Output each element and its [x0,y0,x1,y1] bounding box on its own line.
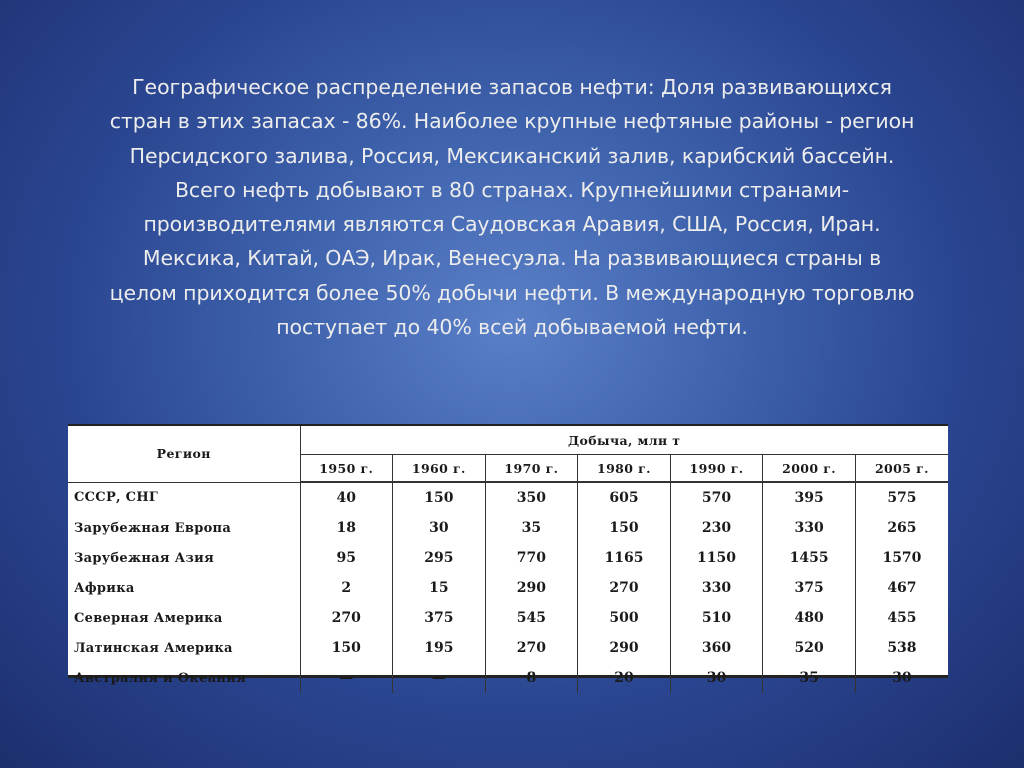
paragraph-line: стран в этих запасах - 86%. Наиболее крупные нефтяные районы - регион [109,109,915,134]
value-cell: 2 [300,573,393,603]
table-row [68,663,948,693]
paragraph-line: Всего нефть добывают в 80 странах. Крупнейшими странами- [174,177,850,202]
value-cell: 500 [578,603,671,633]
year-header: 1980 г. [578,455,671,483]
table-row [68,543,948,573]
oil-production-table [68,424,948,686]
year-header: 1970 г. [485,455,578,483]
region-cell: Северная Америка [74,610,223,626]
value-cell: 1150 [670,543,763,573]
value-cell: 20 [578,663,671,693]
paragraph-line: целом приходится более 50% добычи нефти. В международную торговлю [109,280,915,305]
value-cell: 575 [855,482,948,513]
value-cell: 35 [485,513,578,543]
value-cell: 455 [855,603,948,633]
production-column-header: Добыча, млн т [300,426,948,455]
table-row [68,573,948,603]
value-cell: 1455 [763,543,856,573]
value-cell: 290 [578,633,671,663]
table-row [68,633,948,663]
value-cell: 545 [485,603,578,633]
value-cell: 467 [855,573,948,603]
value-cell: — [393,663,486,693]
value-cell: 295 [393,543,486,573]
value-cell: 1165 [578,543,671,573]
region-cell: Австралия и Океания [74,670,247,686]
value-cell: 18 [300,513,393,543]
slide-paragraph [30,70,994,344]
year-header: 2005 г. [855,455,948,483]
value-cell: 375 [763,573,856,603]
value-cell: 265 [855,513,948,543]
paragraph-line: Географическое распределение запасов нефти: Доля развивающихся [132,75,892,99]
year-header: 2000 г. [763,455,856,483]
value-cell: 150 [300,633,393,663]
data-table [68,426,948,693]
table-body [68,482,948,693]
value-cell: 330 [670,573,763,603]
value-cell: 520 [763,633,856,663]
value-cell: 150 [578,513,671,543]
table-row [68,482,948,513]
paragraph-line: производителями являются Саудовская Аравия, США, Россия, Иран. [143,212,881,237]
year-header: 1950 г. [300,455,393,483]
region-cell: СССР, СНГ [74,490,159,506]
value-cell: 195 [393,633,486,663]
value-cell: — [300,663,393,693]
value-cell: 30 [855,663,948,693]
value-cell: 605 [578,482,671,513]
value-cell: 35 [763,663,856,693]
value-cell: 360 [670,633,763,663]
region-cell: Зарубежная Европа [74,520,232,536]
value-cell: 270 [485,633,578,663]
paragraph-line: Персидского залива, Россия, Мексиканский залив, карибский бассейн. [129,143,895,168]
value-cell: 230 [670,513,763,543]
region-cell: Африка [74,580,135,596]
value-cell: 350 [485,482,578,513]
value-cell: 770 [485,543,578,573]
paragraph-line: Мексика, Китай, ОАЭ, Ирак, Венесуэла. На развивающиеся страны в [142,246,882,271]
value-cell: 15 [393,573,486,603]
year-header: 1990 г. [670,455,763,483]
value-cell: 270 [578,573,671,603]
year-header: 1960 г. [393,455,486,483]
region-cell: Зарубежная Азия [74,550,214,566]
region-cell: Латинская Америка [74,640,233,656]
paragraph-line: поступает до 40% всей добываемой нефти. [276,315,748,340]
table-row [68,513,948,543]
value-cell: 290 [485,573,578,603]
value-cell: 480 [763,603,856,633]
value-cell: 40 [300,482,393,513]
value-cell: 510 [670,603,763,633]
value-cell: 8 [485,663,578,693]
value-cell: 30 [670,663,763,693]
value-cell: 395 [763,482,856,513]
value-cell: 270 [300,603,393,633]
value-cell: 30 [393,513,486,543]
value-cell: 330 [763,513,856,543]
table-row [68,603,948,633]
value-cell: 375 [393,603,486,633]
region-column-header: Регион [68,426,300,482]
value-cell: 95 [300,543,393,573]
value-cell: 538 [855,633,948,663]
value-cell: 1570 [855,543,948,573]
value-cell: 150 [393,482,486,513]
value-cell: 570 [670,482,763,513]
